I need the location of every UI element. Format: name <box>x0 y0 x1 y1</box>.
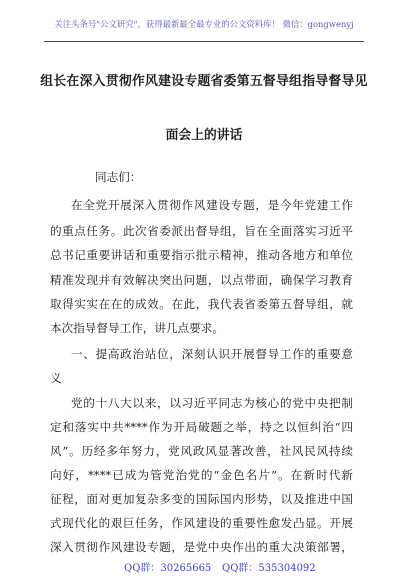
body-line: 征程，面对更加复杂多变的国际国内形势，以及推进中国 <box>50 492 353 506</box>
body-line: 式现代化的艰巨任务，作风建设的重要性愈发凸显。开展 <box>50 516 353 530</box>
body-line: 风”。历经多年努力，党风政风显著改善，社风民风持续 <box>50 444 353 458</box>
salutation: 同志们： <box>95 170 142 184</box>
body-line: 党的十八大以来，以习近平同志为核心的党中央把制 <box>71 396 353 410</box>
body-line: 本次指导督导工作，讲几点要求。 <box>50 321 224 335</box>
body-line: 深入贯彻作风建设专题，是党中央作出的重大决策部署， <box>50 540 353 554</box>
body-line: 精准发现并有效解决突出问题，以点带面，确保学习教育 <box>50 273 353 287</box>
body-line: 取得实实在在的成效。在此，我代表省委第五督导组，就 <box>50 297 353 311</box>
body-line: 定和落实中共****作为开局破题之举，持之以恒纠治“四 <box>50 420 353 434</box>
body-line: 总书记重要讲话和重要指示批示精神，推动各地方和单位 <box>50 248 353 262</box>
document-title-line-2: 面会上的讲话 <box>165 128 243 143</box>
section-heading: 一、提高政治站位，深刻认识开展督导工作的重要意 <box>71 347 353 361</box>
header-divider <box>44 41 364 42</box>
footer-qq-group-1: QQ群：30265665 <box>124 563 212 574</box>
section-heading-continuation: 义 <box>50 371 62 385</box>
document-title-line-1: 组长在深入贯彻作风建设专题省委第五督导组指导督导见 <box>40 74 368 89</box>
body-line: 向好，****已成为管党治党的“金色名片”。在新时代新 <box>50 468 353 482</box>
body-line: 在全党开展深入贯彻作风建设专题，是今年党建工作 <box>71 198 353 212</box>
header-notice: 关注头条号"公文研究"，获得最新最全最专业的公文资料库！ 微信：gongwenyj <box>54 19 354 29</box>
body-line: 的重点任务。此次省委派出督导组，旨在全面落实习近平 <box>50 224 353 238</box>
footer-qq-group-2: QQ群：535304092 <box>222 563 316 574</box>
